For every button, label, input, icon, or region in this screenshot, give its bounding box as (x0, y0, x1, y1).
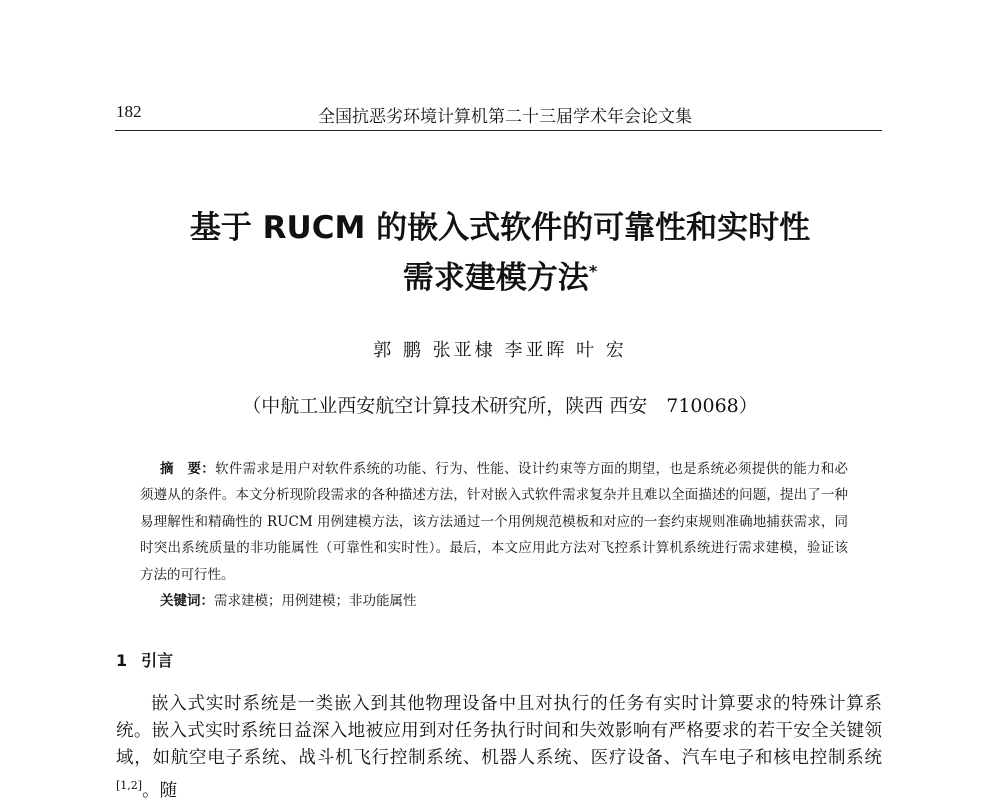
section-number: 1 (116, 651, 128, 670)
page-number: 182 (116, 102, 142, 121)
body-tail: 。随 (142, 780, 178, 801)
paper-title-line1: 基于 RUCM 的嵌入式软件的可靠性和实时性 (189, 210, 811, 246)
title-footnote-mark: * (588, 261, 598, 281)
keywords-label: 关键词： (160, 593, 214, 609)
abstract (140, 456, 848, 588)
header-rule (115, 130, 882, 131)
paper-title-line2 (0, 252, 1000, 297)
body-paragraph (116, 691, 882, 805)
section-heading (116, 648, 187, 671)
citation: [1,2] (116, 779, 143, 792)
body-text: 嵌入式实时系统是一类嵌入到其他物理设备中且对执行的任务有实时计算要求的特殊计算系统。嵌入式实时系统日益深入地被应用到对任务执行时间和失效影响有严格要求的若干安全关键领域，如航空电子系统、战斗机飞行控制系统、机器人系统、医疗设备、汽车电子和核电控制系统 (116, 694, 882, 768)
keywords-text: 需求建模；用例建模；非功能属性 (214, 593, 417, 609)
abstract-label: 摘 要： (160, 461, 216, 477)
authors: 郭 鹏 张亚棣 李亚晖 叶 宏 (373, 340, 627, 361)
title-text: 需求建模方法 (402, 260, 589, 296)
section-title: 引言 (141, 651, 174, 670)
running-title: 全国抗恶劣环境计算机第二十三届学术年会论文集 (318, 107, 692, 127)
keywords (160, 588, 417, 614)
affiliation: （中航工业西安航空计算技术研究所，陕西 西安 710068） (242, 395, 758, 417)
abstract-text: 软件需求是用户对软件系统的功能、行为、性能、设计约束等方面的期望，也是系统必须提供的能力和必须遵从的条件。本文分析现阶段需求的各种描述方法，针对嵌入式软件需求复杂并且难以全面描述的问题，提出了一种易理解性和精确性的 RUCM 用例建模方法，该方法通过一个用例规范模板和对应的一套约束规则准确地捕获需求，同时突出系统质量的非功能属性（可靠性和实时性）。最后，本文应用此方法对飞控系计算机系统进行需求建模，验证该方法的可行性。 (140, 461, 848, 583)
